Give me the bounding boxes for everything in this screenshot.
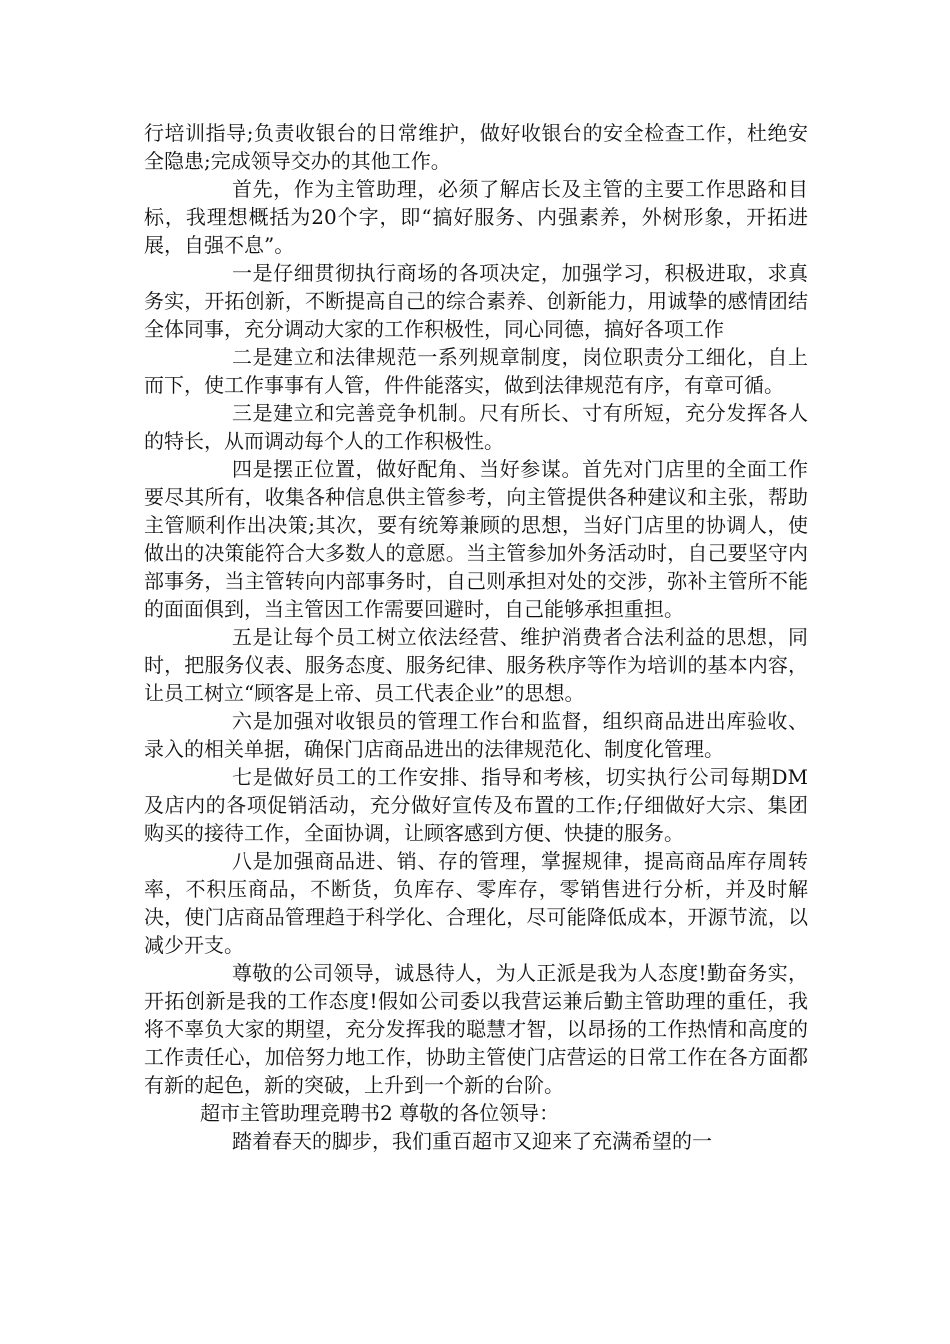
paragraph-point-five: 五是让每个员工树立依法经营、维护消费者合法利益的思想，同时，把服务仪表、服务态度、服务纪律、服务秩序等作为培训的基本内容，让员工树立“顾客是上帝、员工代表企业”的思想。 [144, 625, 808, 705]
section-heading: 超市主管助理竞聘书2 尊敬的各位领导： [200, 1101, 560, 1125]
paragraph-point-seven: 七是做好员工的工作安排、指导和考核，切实执行公司每期DM及店内的各项促销活动，充分做好宣传及布置的工作;仔细做好大宗、集团购买的接待工作，全面协调，让顾客感到方便、快捷的服务。 [144, 765, 808, 845]
paragraph-point-six: 六是加强对收银员的管理工作台和监督，组织商品进出库验收、录入的相关单据，确保门店商品进出的法律规范化、制度化管理。 [144, 709, 808, 761]
paragraph-point-one: 一是仔细贯彻执行商场的各项决定，加强学习，积极进取，求真务实，开拓创新，不断提高自己的综合素养、创新能力，用诚挚的感情团结全体同事，充分调动大家的工作积极性，同心同德，搞好各项工作 [144, 261, 808, 341]
paragraph-point-eight: 八是加强商品进、销、存的管理，掌握规律，提高商品库存周转率，不积压商品，不断货，负库存、零库存，零销售进行分析，并及时解决，使门店商品管理趋于科学化、合理化，尽可能降低成本，开源节流，以减少开支。 [144, 849, 808, 957]
paragraph-first-point: 首先，作为主管助理，必须了解店长及主管的主要工作思路和目标，我理想概括为20个字，即“搞好服务、内强素养，外树形象，开拓进展，自强不息”。 [144, 177, 808, 257]
paragraph-point-two: 二是建立和法律规范一系列规章制度，岗位职责分工细化，自上而下，使工作事事有人管，件件能落实，做到法律规范有序，有章可循。 [144, 345, 808, 397]
paragraph-opening: 踏着春天的脚步，我们重百超市又迎来了充满希望的一 [232, 1129, 712, 1153]
paragraph-continuation: 行培训指导;负责收银台的日常维护，做好收银台的安全检查工作，杜绝安全隐患;完成领导交办的其他工作。 [144, 121, 808, 173]
paragraph-point-four: 四是摆正位置，做好配角、当好参谋。首先对门店里的全面工作要尽其所有，收集各种信息供主管参考，向主管提供各种建议和主张，帮助主管顺利作出决策;其次，要有统筹兼顾的思想，当好门店里的协调人，使做出的决策能符合大多数人的意愿。当主管参加外务活动时，自己要坚守内部事务，当主管转向内部事务时，自己则承担对处的交涉，弥补主管所不能的面面俱到，当主管因工作需要回避时，自己能够承担重担。 [144, 457, 808, 621]
document-body [144, 119, 808, 1155]
paragraph-closing: 尊敬的公司领导，诚恳待人，为人正派是我为人态度!勤奋务实，开拓创新是我的工作态度!假如公司委以我营运兼后勤主管助理的重任，我将不辜负大家的期望，充分发挥我的聪慧才智，以昂扬的工作热情和高度的工作责任心，加倍努力地工作，协助主管使门店营运的日常工作在各方面都有新的起色，新的突破，上升到一个新的台阶。 [144, 961, 808, 1097]
paragraph-point-three: 三是建立和完善竞争机制。尺有所长、寸有所短，充分发挥各人的特长，从而调动每个人的工作积极性。 [144, 401, 808, 453]
